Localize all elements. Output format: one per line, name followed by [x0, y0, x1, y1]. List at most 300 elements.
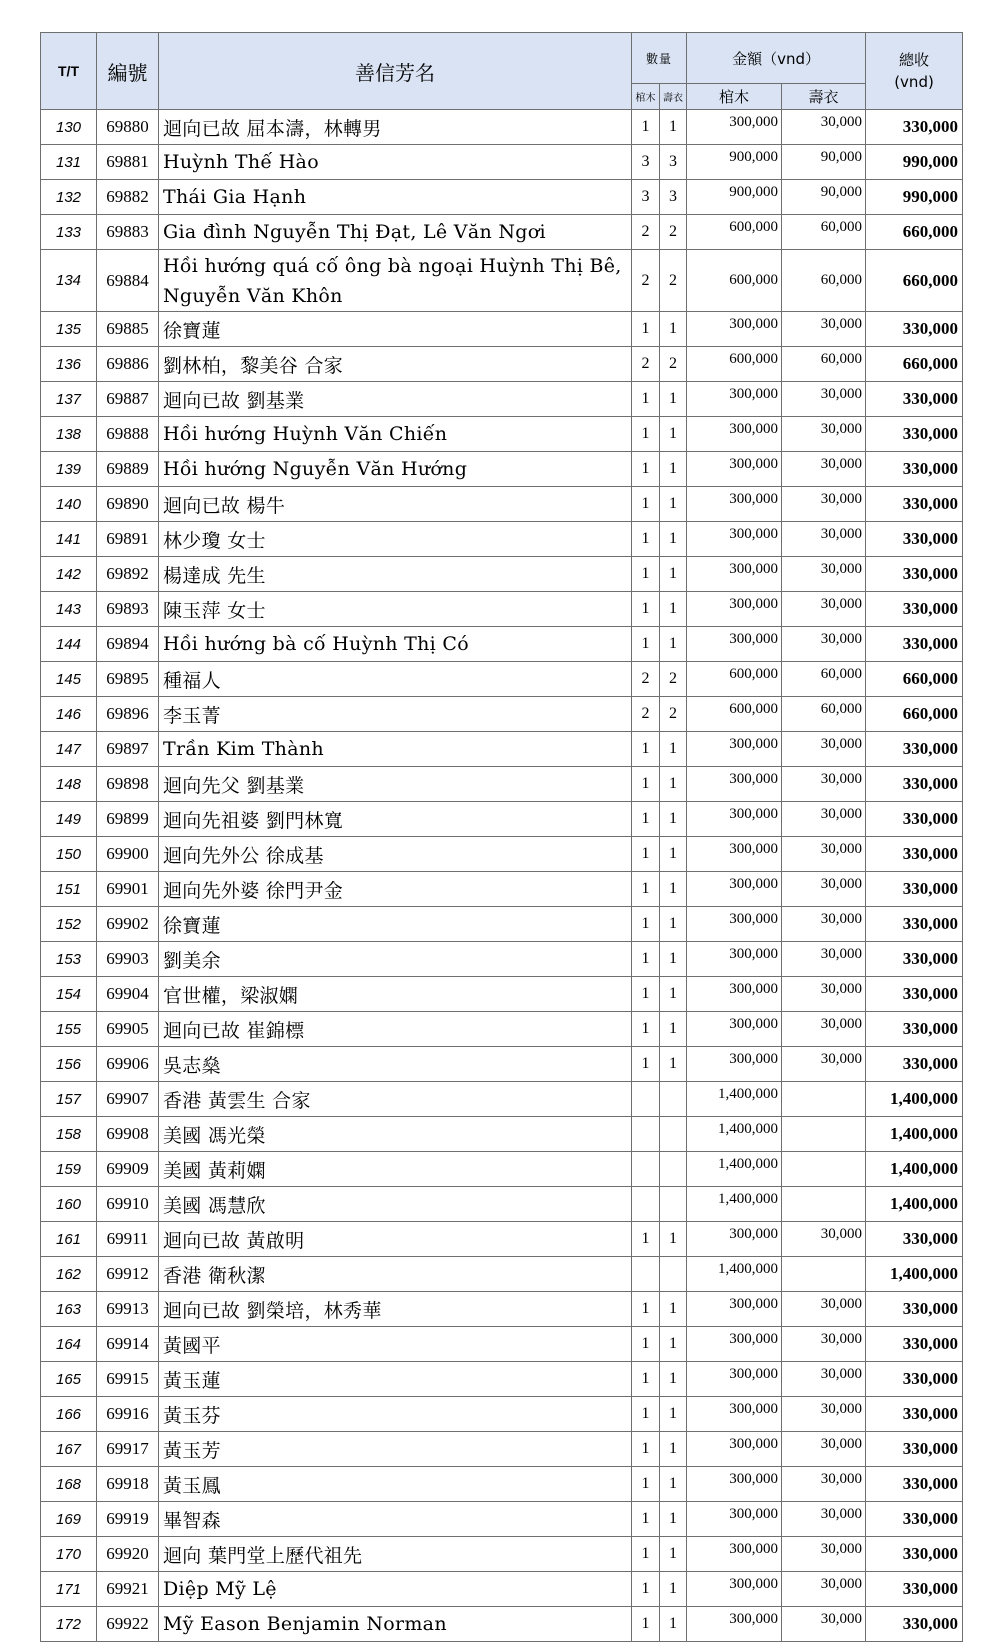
row-number: 136	[41, 347, 97, 382]
row-qty-coffin: 1	[632, 592, 660, 627]
table-row	[41, 662, 963, 697]
table-row	[41, 1502, 963, 1537]
row-name: 美國 黃莉嫻	[159, 1152, 632, 1187]
table-row	[41, 627, 963, 662]
row-name: 吳志燊	[159, 1047, 632, 1082]
row-number: 140	[41, 487, 97, 522]
row-amount-coffin: 600,000	[687, 250, 782, 312]
table-row	[41, 1257, 963, 1292]
row-name: 美國 馮光榮	[159, 1117, 632, 1152]
row-qty-robe: 1	[660, 1292, 687, 1327]
row-amount-robe: 30,000	[782, 1572, 866, 1607]
row-name: Huỳnh Thế Hào	[159, 145, 632, 180]
row-amount-coffin: 1,400,000	[687, 1082, 782, 1117]
table-row	[41, 1047, 963, 1082]
row-total: 330,000	[866, 942, 963, 977]
table-header	[41, 33, 963, 110]
row-name: 李玉菁	[159, 697, 632, 732]
row-number: 132	[41, 180, 97, 215]
row-qty-robe: 1	[660, 1432, 687, 1467]
row-amount-coffin: 600,000	[687, 347, 782, 382]
table-row	[41, 250, 963, 312]
table-row	[41, 592, 963, 627]
row-total: 330,000	[866, 1607, 963, 1642]
row-code: 69891	[97, 522, 159, 557]
row-amount-coffin: 300,000	[687, 1432, 782, 1467]
table-row	[41, 837, 963, 872]
row-qty-coffin: 1	[632, 872, 660, 907]
row-amount-coffin: 300,000	[687, 802, 782, 837]
header-qty-coffin: 棺木	[632, 84, 660, 110]
row-amount-coffin: 600,000	[687, 215, 782, 250]
row-qty-coffin: 1	[632, 1502, 660, 1537]
row-total: 330,000	[866, 382, 963, 417]
row-number: 147	[41, 732, 97, 767]
row-amount-coffin: 300,000	[687, 592, 782, 627]
row-amount-robe: 60,000	[782, 347, 866, 382]
row-total: 990,000	[866, 180, 963, 215]
row-amount-robe: 30,000	[782, 977, 866, 1012]
row-name: 迴向 葉門堂上歷代祖先	[159, 1537, 632, 1572]
table-row	[41, 907, 963, 942]
row-qty-robe: 1	[660, 1537, 687, 1572]
row-code: 69904	[97, 977, 159, 1012]
row-name: 迴向先父 劉基業	[159, 767, 632, 802]
row-qty-robe: 1	[660, 907, 687, 942]
row-name: 林少瓊 女士	[159, 522, 632, 557]
row-qty-coffin	[632, 1117, 660, 1152]
donation-table	[40, 32, 963, 1642]
row-amount-robe: 30,000	[782, 837, 866, 872]
row-amount-coffin: 300,000	[687, 1362, 782, 1397]
row-code: 69918	[97, 1467, 159, 1502]
row-amount-coffin: 300,000	[687, 522, 782, 557]
row-code: 69921	[97, 1572, 159, 1607]
row-amount-coffin: 300,000	[687, 382, 782, 417]
row-number: 165	[41, 1362, 97, 1397]
row-name: 黃國平	[159, 1327, 632, 1362]
table-row	[41, 1572, 963, 1607]
row-amount-coffin: 300,000	[687, 977, 782, 1012]
row-qty-coffin: 1	[632, 110, 660, 145]
row-amount-robe: 30,000	[782, 557, 866, 592]
row-name: Diệp Mỹ Lệ	[159, 1572, 632, 1607]
row-qty-coffin: 1	[632, 1607, 660, 1642]
row-name: 迴向已故 黃啟明	[159, 1222, 632, 1257]
row-qty-coffin	[632, 1187, 660, 1222]
table-row	[41, 1292, 963, 1327]
row-amount-coffin: 300,000	[687, 942, 782, 977]
row-qty-coffin: 1	[632, 1467, 660, 1502]
row-name: 黃玉蓮	[159, 1362, 632, 1397]
row-amount-robe: 30,000	[782, 732, 866, 767]
row-qty-robe: 2	[660, 215, 687, 250]
table-row	[41, 487, 963, 522]
row-qty-robe: 1	[660, 627, 687, 662]
row-qty-robe: 1	[660, 592, 687, 627]
row-qty-coffin	[632, 1257, 660, 1292]
row-amount-coffin: 300,000	[687, 1012, 782, 1047]
donation-sheet	[40, 32, 962, 1642]
row-amount-coffin: 1,400,000	[687, 1257, 782, 1292]
row-amount-coffin: 600,000	[687, 662, 782, 697]
row-qty-robe: 1	[660, 802, 687, 837]
row-total: 330,000	[866, 487, 963, 522]
row-name: 劉美余	[159, 942, 632, 977]
row-qty-coffin: 1	[632, 732, 660, 767]
row-name: 畢智森	[159, 1502, 632, 1537]
row-number: 153	[41, 942, 97, 977]
row-total: 330,000	[866, 1467, 963, 1502]
row-qty-robe: 1	[660, 1047, 687, 1082]
row-qty-robe: 1	[660, 382, 687, 417]
table-row	[41, 1327, 963, 1362]
row-qty-coffin: 2	[632, 347, 660, 382]
row-qty-coffin: 2	[632, 697, 660, 732]
row-number: 164	[41, 1327, 97, 1362]
table-body	[41, 110, 963, 1642]
row-qty-coffin: 1	[632, 1537, 660, 1572]
row-qty-robe	[660, 1117, 687, 1152]
row-code: 69922	[97, 1607, 159, 1642]
row-qty-robe: 1	[660, 872, 687, 907]
row-code: 69899	[97, 802, 159, 837]
row-code: 69893	[97, 592, 159, 627]
row-total: 330,000	[866, 627, 963, 662]
row-name: 楊達成 先生	[159, 557, 632, 592]
row-amount-coffin: 900,000	[687, 180, 782, 215]
row-qty-robe: 1	[660, 837, 687, 872]
row-code: 69897	[97, 732, 159, 767]
row-total: 330,000	[866, 1012, 963, 1047]
row-number: 170	[41, 1537, 97, 1572]
table-row	[41, 382, 963, 417]
row-number: 141	[41, 522, 97, 557]
row-amount-coffin: 1,400,000	[687, 1187, 782, 1222]
row-qty-coffin: 1	[632, 1362, 660, 1397]
table-row	[41, 312, 963, 347]
row-qty-robe	[660, 1257, 687, 1292]
row-amount-coffin: 300,000	[687, 1292, 782, 1327]
table-row	[41, 1012, 963, 1047]
table-row	[41, 215, 963, 250]
row-number: 161	[41, 1222, 97, 1257]
row-code: 69885	[97, 312, 159, 347]
row-code: 69902	[97, 907, 159, 942]
table-row	[41, 1537, 963, 1572]
row-number: 138	[41, 417, 97, 452]
row-code: 69908	[97, 1117, 159, 1152]
row-qty-robe: 1	[660, 417, 687, 452]
row-qty-coffin: 1	[632, 417, 660, 452]
row-code: 69895	[97, 662, 159, 697]
row-qty-coffin: 1	[632, 1222, 660, 1257]
row-amount-robe: 30,000	[782, 417, 866, 452]
row-qty-coffin: 2	[632, 215, 660, 250]
row-number: 131	[41, 145, 97, 180]
row-name: Thái Gia Hạnh	[159, 180, 632, 215]
table-row	[41, 767, 963, 802]
row-total: 330,000	[866, 592, 963, 627]
row-qty-coffin: 1	[632, 837, 660, 872]
row-amount-coffin: 300,000	[687, 487, 782, 522]
row-qty-robe: 1	[660, 487, 687, 522]
table-row	[41, 347, 963, 382]
table-row	[41, 180, 963, 215]
row-amount-robe: 30,000	[782, 1502, 866, 1537]
row-qty-robe: 2	[660, 662, 687, 697]
row-code: 69886	[97, 347, 159, 382]
row-total: 330,000	[866, 417, 963, 452]
row-code: 69896	[97, 697, 159, 732]
row-code: 69907	[97, 1082, 159, 1117]
row-number: 149	[41, 802, 97, 837]
table-row	[41, 1432, 963, 1467]
row-amount-robe: 30,000	[782, 382, 866, 417]
row-amount-coffin: 300,000	[687, 1467, 782, 1502]
row-amount-robe	[782, 1082, 866, 1117]
row-qty-robe	[660, 1187, 687, 1222]
row-name: 劉林柏，黎美谷 合家	[159, 347, 632, 382]
row-qty-robe	[660, 1082, 687, 1117]
row-total: 660,000	[866, 662, 963, 697]
row-name: 美國 馮慧欣	[159, 1187, 632, 1222]
row-qty-coffin: 1	[632, 1572, 660, 1607]
header-tt: T/T	[41, 33, 97, 110]
row-amount-robe: 60,000	[782, 662, 866, 697]
row-qty-robe: 1	[660, 1362, 687, 1397]
row-amount-robe: 60,000	[782, 215, 866, 250]
row-qty-coffin: 1	[632, 1397, 660, 1432]
row-qty-coffin: 1	[632, 627, 660, 662]
row-total: 330,000	[866, 557, 963, 592]
row-name: 香港 黃雲生 合家	[159, 1082, 632, 1117]
row-number: 135	[41, 312, 97, 347]
table-row	[41, 110, 963, 145]
row-total: 330,000	[866, 802, 963, 837]
row-code: 69909	[97, 1152, 159, 1187]
row-total: 330,000	[866, 1047, 963, 1082]
row-qty-robe: 1	[660, 1222, 687, 1257]
row-number: 159	[41, 1152, 97, 1187]
row-qty-coffin: 1	[632, 1292, 660, 1327]
row-number: 155	[41, 1012, 97, 1047]
row-qty-robe: 1	[660, 452, 687, 487]
row-amount-robe: 30,000	[782, 1047, 866, 1082]
row-name: Hồi hướng Nguyễn Văn Hướng	[159, 452, 632, 487]
row-qty-coffin: 1	[632, 942, 660, 977]
row-code: 69910	[97, 1187, 159, 1222]
header-amount-robe: 壽衣	[782, 84, 866, 110]
row-total: 330,000	[866, 1327, 963, 1362]
row-amount-coffin: 300,000	[687, 1222, 782, 1257]
table-row	[41, 1362, 963, 1397]
row-name: Hồi hướng bà cố Huỳnh Thị Có	[159, 627, 632, 662]
row-total: 330,000	[866, 907, 963, 942]
row-amount-robe	[782, 1152, 866, 1187]
row-number: 146	[41, 697, 97, 732]
row-amount-robe: 30,000	[782, 452, 866, 487]
row-qty-coffin: 1	[632, 1012, 660, 1047]
row-number: 133	[41, 215, 97, 250]
row-amount-coffin: 300,000	[687, 627, 782, 662]
row-number: 168	[41, 1467, 97, 1502]
row-name: 迴向已故 屈本濤，林轉男	[159, 110, 632, 145]
row-number: 156	[41, 1047, 97, 1082]
row-name: 迴向已故 劉基業	[159, 382, 632, 417]
row-total: 330,000	[866, 732, 963, 767]
row-number: 154	[41, 977, 97, 1012]
row-name: 黃玉芳	[159, 1432, 632, 1467]
header-qty: 數量	[632, 33, 687, 84]
row-amount-robe	[782, 1117, 866, 1152]
row-total: 330,000	[866, 1572, 963, 1607]
row-total: 330,000	[866, 1292, 963, 1327]
row-code: 69884	[97, 250, 159, 312]
row-amount-robe: 30,000	[782, 1292, 866, 1327]
row-total: 330,000	[866, 452, 963, 487]
row-qty-coffin	[632, 1082, 660, 1117]
table-row	[41, 697, 963, 732]
row-qty-robe: 1	[660, 522, 687, 557]
row-total: 330,000	[866, 1362, 963, 1397]
row-name: 迴向已故 楊牛	[159, 487, 632, 522]
table-row	[41, 872, 963, 907]
row-amount-robe: 30,000	[782, 522, 866, 557]
row-qty-coffin: 1	[632, 1047, 660, 1082]
table-row	[41, 977, 963, 1012]
row-number: 134	[41, 250, 97, 312]
row-qty-robe: 2	[660, 347, 687, 382]
row-qty-coffin: 2	[632, 250, 660, 312]
row-amount-coffin: 300,000	[687, 110, 782, 145]
row-name: 迴向先祖婆 劉門林寬	[159, 802, 632, 837]
row-code: 69894	[97, 627, 159, 662]
row-code: 69914	[97, 1327, 159, 1362]
table-row	[41, 1117, 963, 1152]
row-total: 330,000	[866, 1432, 963, 1467]
row-name: 徐寶蓮	[159, 907, 632, 942]
row-total: 1,400,000	[866, 1187, 963, 1222]
table-row	[41, 1467, 963, 1502]
row-number: 148	[41, 767, 97, 802]
row-total: 1,400,000	[866, 1117, 963, 1152]
row-amount-robe: 30,000	[782, 1012, 866, 1047]
row-amount-robe	[782, 1257, 866, 1292]
row-qty-coffin: 3	[632, 180, 660, 215]
row-qty-robe: 2	[660, 697, 687, 732]
row-amount-robe: 60,000	[782, 250, 866, 312]
row-name: 官世權，梁淑嫻	[159, 977, 632, 1012]
row-amount-robe: 30,000	[782, 1537, 866, 1572]
row-code: 69920	[97, 1537, 159, 1572]
row-total: 330,000	[866, 837, 963, 872]
table-row	[41, 1397, 963, 1432]
row-amount-robe: 30,000	[782, 767, 866, 802]
row-number: 162	[41, 1257, 97, 1292]
row-amount-robe: 30,000	[782, 872, 866, 907]
row-total: 330,000	[866, 312, 963, 347]
table-row	[41, 1607, 963, 1642]
row-amount-coffin: 300,000	[687, 1537, 782, 1572]
row-amount-robe: 30,000	[782, 1432, 866, 1467]
row-qty-coffin: 1	[632, 452, 660, 487]
row-qty-robe: 1	[660, 110, 687, 145]
row-qty-coffin: 1	[632, 487, 660, 522]
row-qty-robe: 3	[660, 180, 687, 215]
row-qty-coffin: 1	[632, 382, 660, 417]
row-qty-robe: 1	[660, 1327, 687, 1362]
row-amount-robe	[782, 1187, 866, 1222]
header-total: 總收 (vnd)	[866, 33, 963, 110]
row-number: 130	[41, 110, 97, 145]
row-total: 330,000	[866, 1537, 963, 1572]
row-amount-robe: 30,000	[782, 110, 866, 145]
row-amount-robe: 30,000	[782, 802, 866, 837]
row-number: 157	[41, 1082, 97, 1117]
row-qty-coffin: 1	[632, 907, 660, 942]
row-name: 香港 衛秋潔	[159, 1257, 632, 1292]
header-code: 編號	[97, 33, 159, 110]
row-amount-robe: 30,000	[782, 1222, 866, 1257]
row-total: 330,000	[866, 522, 963, 557]
row-code: 69880	[97, 110, 159, 145]
row-code: 69892	[97, 557, 159, 592]
table-row	[41, 942, 963, 977]
row-qty-robe: 1	[660, 767, 687, 802]
row-total: 330,000	[866, 977, 963, 1012]
row-code: 69889	[97, 452, 159, 487]
row-number: 144	[41, 627, 97, 662]
row-code: 69905	[97, 1012, 159, 1047]
row-number: 151	[41, 872, 97, 907]
row-code: 69890	[97, 487, 159, 522]
row-total: 330,000	[866, 110, 963, 145]
row-number: 139	[41, 452, 97, 487]
row-total: 1,400,000	[866, 1257, 963, 1292]
table-row	[41, 452, 963, 487]
row-name: 迴向先外婆 徐門尹金	[159, 872, 632, 907]
row-amount-coffin: 300,000	[687, 1397, 782, 1432]
row-amount-robe: 30,000	[782, 1607, 866, 1642]
row-amount-robe: 90,000	[782, 180, 866, 215]
row-name: 迴向先外公 徐成基	[159, 837, 632, 872]
row-code: 69900	[97, 837, 159, 872]
row-code: 69887	[97, 382, 159, 417]
row-code: 69913	[97, 1292, 159, 1327]
row-total: 660,000	[866, 347, 963, 382]
table-row	[41, 522, 963, 557]
row-amount-coffin: 300,000	[687, 732, 782, 767]
row-qty-robe: 1	[660, 1607, 687, 1642]
row-name: 黃玉鳳	[159, 1467, 632, 1502]
row-name: Trần Kim Thành	[159, 732, 632, 767]
row-name: 迴向已故 崔錦標	[159, 1012, 632, 1047]
row-name: Gia đình Nguyễn Thị Đạt, Lê Văn Ngơi	[159, 215, 632, 250]
row-amount-coffin: 300,000	[687, 837, 782, 872]
row-name: Hồi hướng quá cố ông bà ngoại Huỳnh Thị Bê, Nguyễn Văn Khôn	[159, 250, 632, 312]
row-amount-robe: 30,000	[782, 1467, 866, 1502]
row-total: 330,000	[866, 1502, 963, 1537]
row-amount-coffin: 300,000	[687, 1502, 782, 1537]
row-qty-robe: 1	[660, 1572, 687, 1607]
header-amount-coffin: 棺木	[687, 84, 782, 110]
row-qty-coffin: 1	[632, 522, 660, 557]
row-qty-robe: 1	[660, 977, 687, 1012]
row-qty-coffin: 1	[632, 1432, 660, 1467]
row-amount-coffin: 300,000	[687, 1047, 782, 1082]
row-qty-coffin: 2	[632, 662, 660, 697]
